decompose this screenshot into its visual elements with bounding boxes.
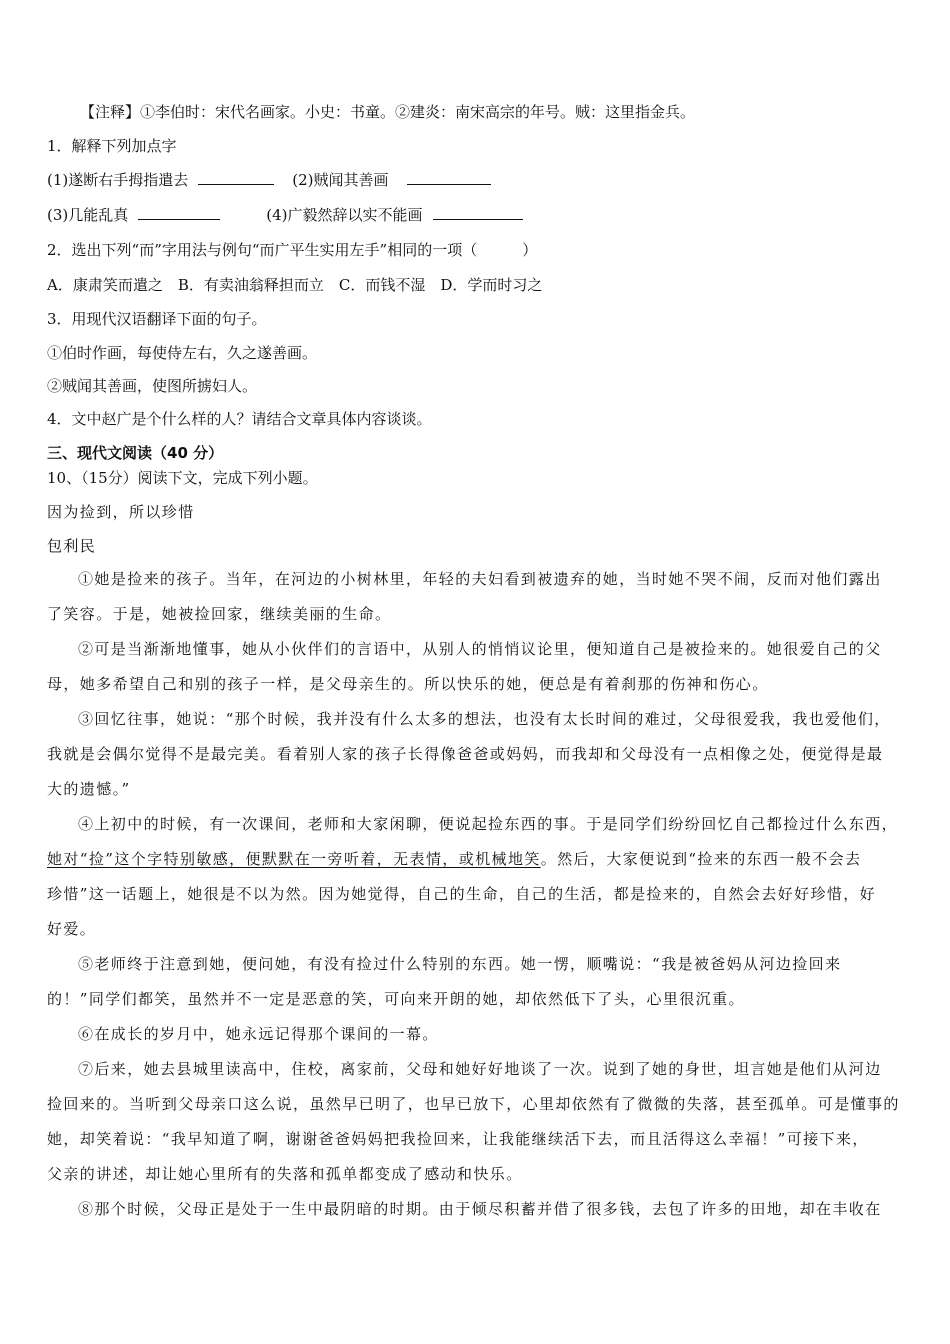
q1-item-4-blank[interactable]	[433, 205, 523, 220]
article-line-1: ①她是捡来的孩子。当年，在河边的小树林里，年轻的夫妇看到被遗弃的她，当时她不哭不闹，反而对他们露出	[78, 570, 882, 588]
article-line-14: ⑥在成长的岁月中，她永远记得那个课间的一幕。	[78, 1025, 439, 1043]
article-line-11: 好爱。	[47, 920, 97, 938]
article-line-4: 母，她多希望自己和别的孩子一样，是父母亲生的。所以快乐的她，便总是有着刹那的伤神和伤心。	[47, 675, 769, 693]
article-line-15: ⑦后来，她去县城里读高中，住校，离家前，父母和她好好地谈了一次。说到了她的身世，坦言她是他们从河边	[78, 1060, 882, 1078]
article-line-19: ⑧那个时候，父母正是处于一生中最阴暗的时期。由于倾尽积蓄并借了很多钱，去包了许多的田地，却在丰收在	[78, 1200, 882, 1218]
article-line-8: ④上初中的时候，有一次课间，老师和大家闲聊，便说起捡东西的事。于是同学们纷纷回忆自己都捡过什么东西，	[78, 815, 899, 833]
q1-item-4-label: (4)广毅然辞以实不能画	[266, 206, 423, 224]
question-3-title: 3．用现代汉语翻译下面的句子。	[47, 310, 267, 328]
article-line-3: ②可是当渐渐地懂事，她从小伙伴们的言语中，从别人的悄悄议论里，便知道自己是被捡来的。她很爱自己的父	[78, 640, 882, 658]
underlined-sentence: 她对“捡”这个字特别敏感，便默默在一旁听着，无表情，或机械地笑	[47, 850, 541, 868]
question-3-sentence-1: ①伯时作画，每使侍左右，久之遂善画。	[47, 344, 318, 362]
q1-item-3-blank[interactable]	[138, 205, 220, 220]
article-line-9-rest: 。然后，大家便说到“捡来的东西一般不会去	[540, 850, 862, 868]
article-title: 因为捡到，所以珍惜	[47, 503, 195, 521]
q1-item-1-label: (1)遂断右手拇指遣去	[47, 171, 189, 189]
q1-item-3-label: (3)几能乱真	[47, 206, 129, 224]
question-1-row-2	[47, 205, 523, 225]
article-author: 包利民	[47, 537, 97, 555]
question-4-title: 4．文中赵广是个什么样的人？请结合文章具体内容谈谈。	[47, 410, 432, 428]
question-3-sentence-2: ②贼闻其善画，使图所掳妇人。	[47, 377, 258, 395]
article-line-17: 她，却笑着说：“我早知道了啊，谢谢爸爸妈妈把我捡回来，让我能继续活下去，而且活得这么幸福！”可接下来，	[47, 1130, 869, 1148]
question-10-intro: 10、（15分）阅读下文，完成下列小题。	[47, 469, 318, 487]
article-line-18: 父亲的讲述，却让她心里所有的失落和孤单都变成了感动和快乐。	[47, 1165, 523, 1183]
article-line-10: 珍惜”这一话题上，她很是不以为然。因为她觉得，自己的生命，自己的生活，都是捡来的，自然会去好好珍惜，好	[47, 885, 877, 903]
question-1-row-1	[47, 170, 491, 190]
question-2-options: A．康肃笑而遣之 B．有卖油翁释担而立 C．而钱不湿 D．学而时习之	[47, 276, 543, 294]
article-line-12: ⑤老师终于注意到她，便问她，有没有捡过什么特别的东西。她一愣，顺嘴说：“我是被爸妈从河边捡回来	[78, 955, 842, 973]
article-line-13: 的！”同学们都笑，虽然并不一定是恶意的笑，可向来开朗的她，却依然低下了头，心里很沉重。	[47, 990, 745, 1008]
article-line-9	[47, 849, 861, 869]
q1-item-2-blank[interactable]	[407, 170, 491, 185]
article-line-5: ③回忆往事，她说：“那个时候，我并没有什么太多的想法，也没有太长时间的难过，父母很爱我，我也爱他们，	[78, 710, 891, 728]
article-line-2: 了笑容。于是，她被捡回家，继续美丽的生命。	[47, 605, 392, 623]
q1-item-1-blank[interactable]	[198, 170, 274, 185]
question-1-title: 1．解释下列加点字	[47, 137, 177, 155]
section-3-heading: 三、现代文阅读（40 分）	[47, 444, 224, 462]
article-line-6: 我就是会偶尔觉得不是最完美。看着别人家的孩子长得像爸爸或妈妈，而我却和父母没有一点相像之处，便觉得是最	[47, 745, 884, 763]
article-line-16: 捡回来的。当听到父母亲口这么说，虽然早已明了，也早已放下，心里却依然有了微微的失落，甚至孤单。可是懂事的	[47, 1095, 900, 1113]
question-2-title: 2．选出下列“而”字用法与例句“而广平生实用左手”相同的一项（ ）	[47, 241, 538, 259]
q1-item-2-label: (2)贼闻其善画	[292, 171, 389, 189]
article-line-7: 大的遗憾。”	[47, 780, 131, 798]
annotation-note: 【注释】①李伯时：宋代名画家。小史：书童。②建炎：南宋高宗的年号。贼：这里指金兵。	[80, 103, 696, 121]
